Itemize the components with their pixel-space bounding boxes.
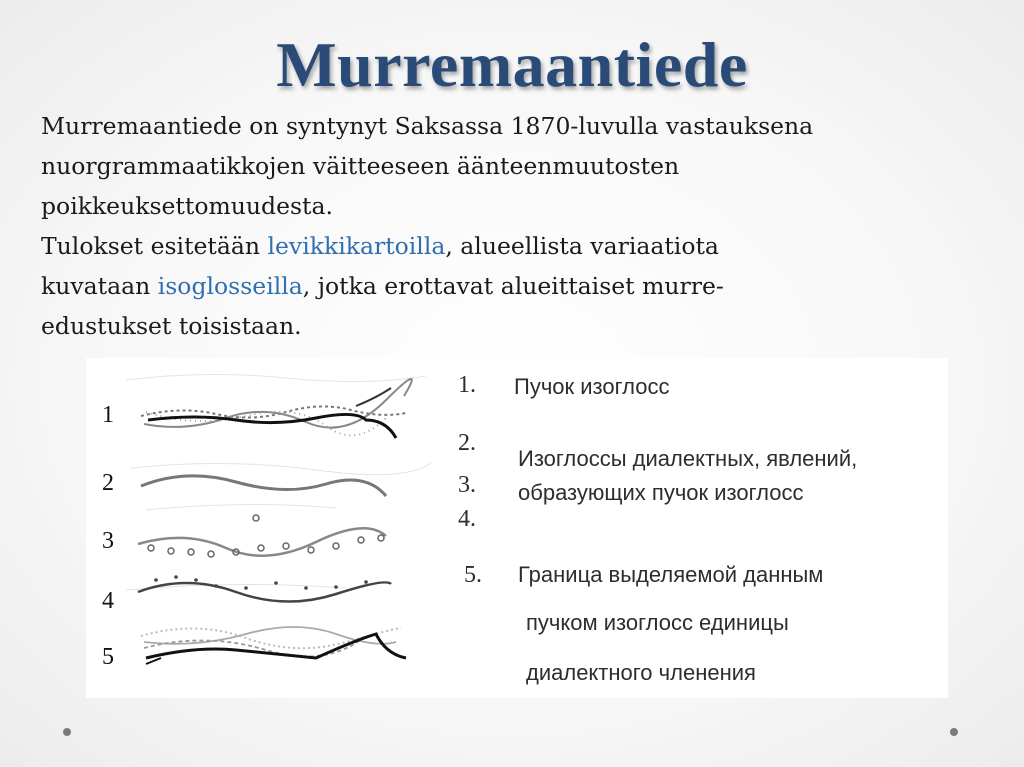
legend-text-5-line1: Граница выделяемой данным — [518, 562, 824, 587]
paragraph1-line1: Murremaantiede on syntynyt Saksassa 1870-luvulla vastauksena — [41, 112, 814, 140]
row-label-4: 4 — [102, 588, 114, 614]
isogloss-figure — [86, 358, 948, 698]
row-label-1: 1 — [102, 402, 114, 428]
row-label-2: 2 — [102, 470, 114, 496]
paragraph2-line3: edustukset toisistaan. — [41, 312, 302, 340]
legend-num-5: 5. — [464, 562, 482, 588]
legend-text-234-line1: Изоглоссы диалектных, явлений, — [518, 446, 858, 471]
paragraph2-line2 — [41, 266, 1016, 306]
row5-boundary — [141, 627, 406, 664]
row-label-5: 5 — [102, 644, 114, 670]
legend-text-5-line2: пучком изоглосс единицы — [526, 610, 789, 635]
row-label-3: 3 — [102, 528, 114, 554]
paragraph2-line1 — [41, 226, 1016, 266]
paragraph2-line2-before: kuvataan — [41, 272, 158, 300]
paragraph2-line2-after: , jotka erottavat alueittaiset murre- — [302, 272, 724, 300]
legend-text-234-line2: образующих пучок изоглосс — [518, 480, 804, 505]
slide-corner-dot-left — [63, 728, 71, 736]
page-title: Murremaantiede — [276, 29, 748, 100]
legend-num-4: 4. — [458, 506, 476, 532]
paragraph2-line1-before: Tulokset esitetään — [41, 232, 268, 260]
body-text — [41, 106, 1016, 346]
paragraph1-line2: nuorgrammaatikkojen väitteeseen äänteenmuutosten — [41, 152, 680, 180]
paragraph2-line1-after: , alueellista variaatiota — [445, 232, 719, 260]
row1-bundle — [141, 379, 412, 438]
paragraph1-line3: poikkeuksettomuudesta. — [41, 192, 333, 220]
slide-corner-dot-right — [950, 728, 958, 736]
isogloss-diagram — [86, 358, 456, 698]
legend-text-5-line3: диалектного членения — [526, 660, 756, 685]
row3-isogloss — [138, 515, 386, 557]
row2-isogloss — [141, 476, 386, 496]
row4-isogloss — [138, 575, 391, 601]
levikkikartoilla-link[interactable]: levikkikartoilla — [267, 232, 446, 260]
legend-num-1: 1. — [458, 372, 476, 398]
legend-num-3: 3. — [458, 472, 476, 498]
isoglosseilla-link[interactable]: isoglosseilla — [157, 272, 303, 300]
legend-text-1: Пучок изоглосс — [514, 374, 670, 399]
legend-num-2: 2. — [458, 430, 476, 456]
